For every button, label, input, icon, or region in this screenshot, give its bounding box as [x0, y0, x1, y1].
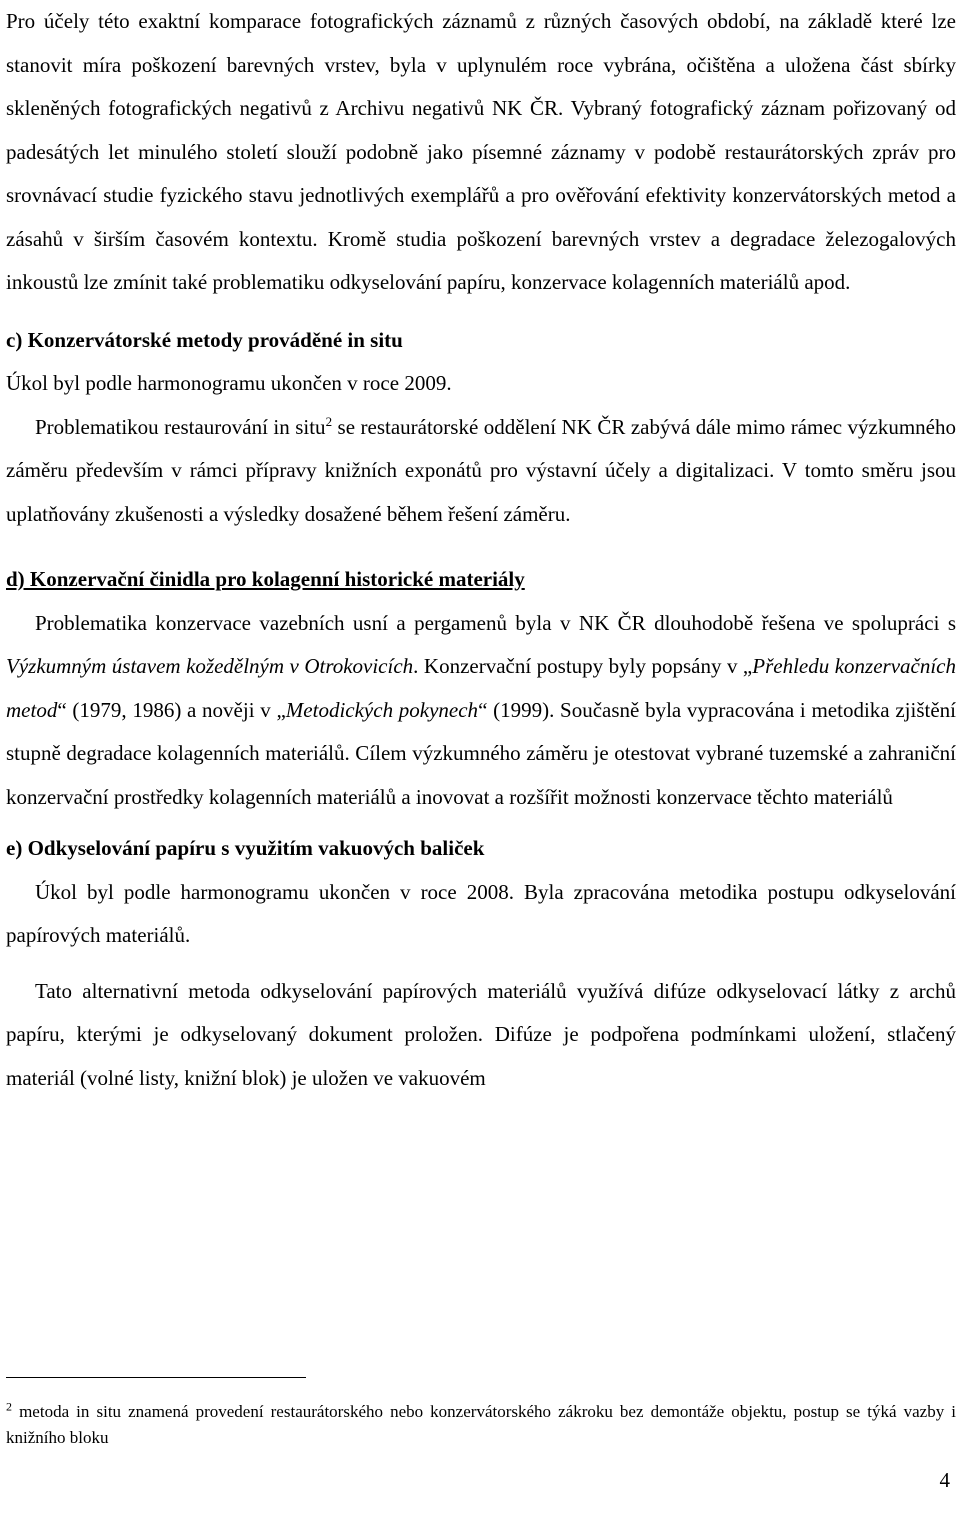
section-d-heading	[6, 558, 956, 602]
section-d-heading-text: d) Konzervační činidla pro kolagenní historické materiály	[6, 567, 525, 591]
section-d-text-3: “ (1979, 1986) a nověji v „	[57, 697, 286, 722]
publication-title-1: Přehledu konzervačních metod	[6, 654, 957, 722]
footnote-number: 2	[6, 1399, 12, 1414]
section-d-text-2: . Konzervační postupy byly popsány v „	[413, 654, 753, 678]
footnote	[6, 1399, 956, 1451]
section-c-text-end: se restaurátorské oddělení NK ČR zabývá dále mimo rámec výzkumného záměru především v rámci přípravy knižních exponátů pro výstavní účely a digitalizaci. V tomto směru jsou uplatňovány zkušenosti a výsledky dosažené během řešení záměru.	[6, 414, 956, 526]
footnote-text: metoda in situ znamená provedení restaurátorského nebo konzervátorského zákroku bez demontáže objektu, postup se týká vazby i knižního bloku	[6, 1402, 956, 1447]
section-e-heading: e) Odkyselování papíru s využitím vakuových baliček	[6, 836, 485, 860]
section-e-status: Úkol byl podle harmonogramu ukončen v roce 2008. Byla zpracována metodika postupu odkyselování papírových materiálů.	[6, 879, 956, 947]
section-c-text-start: Problematikou restaurování in situ	[35, 414, 326, 439]
section-c-heading: c) Konzervátorské metody prováděné in situ	[6, 327, 403, 352]
section-e-paragraph: Tato alternativní metoda odkyselování papírových materiálů využívá difúze odkyselovací látky z archů papíru, kterými je odkyselovaný dokument proložen. Difúze je podpořena podmínkami uložení, stlačený materiál (volné listy, knižní blok) je uložen ve vakuovém	[6, 978, 956, 1090]
section-d-text-1: Problematika konzervace vazebních usní a pergamenů byla v NK ČR dlouhodobě řešena ve spolupráci s	[35, 610, 956, 635]
section-d-paragraph	[6, 602, 956, 820]
footnote-reference: 2	[325, 413, 333, 429]
document-page	[6, 0, 956, 1100]
section-c-status: Úkol byl podle harmonogramu ukončen v roce 2009.	[6, 371, 452, 395]
section-d-text-4: “ (1999). Současně byla vypracována i metodika zjištění stupně degradace kolagenních materiálů. Cílem výzkumného záměru je otestovat vybrané tuzemské a zahraniční konzervační prostředky kolagenních materiálů a inovovat a rozšířit možnosti konzervace těchto materiálů	[6, 697, 956, 809]
paragraph-photographic-records: Pro účely této exaktní komparace fotografických záznamů z různých časových období, na základě které lze stanovit míra poškození barevných vrstev, byla v uplynulém roce vybrána, očištěna a uložena část sbírky skleněných fotografických negativů z Archivu negativů NK ČR. Vybraný fotografický záznam pořizovaný od padesátých let minulého století slouží podobně jako písemné záznamy v podobě restaurátorských zpráv pro srovnávací studie fyzického stavu jednotlivých exemplářů a pro ověřování efektivity konzervátorských metod a zásahů v širším časovém kontextu. Kromě studia poškození barevných vrstev a degradace železogalových inkoustů lze zmínit také problematiku odkyselování papíru, konzervace kolagenních materiálů apod.	[6, 9, 956, 294]
institute-name: Výzkumným ústavem kožedělným v Otrokovicích	[6, 654, 414, 678]
page-number: 4	[939, 1468, 950, 1492]
footnote-separator	[6, 1377, 306, 1378]
publication-title-2: Metodických pokynech	[285, 697, 479, 722]
section-c-paragraph	[6, 406, 956, 537]
